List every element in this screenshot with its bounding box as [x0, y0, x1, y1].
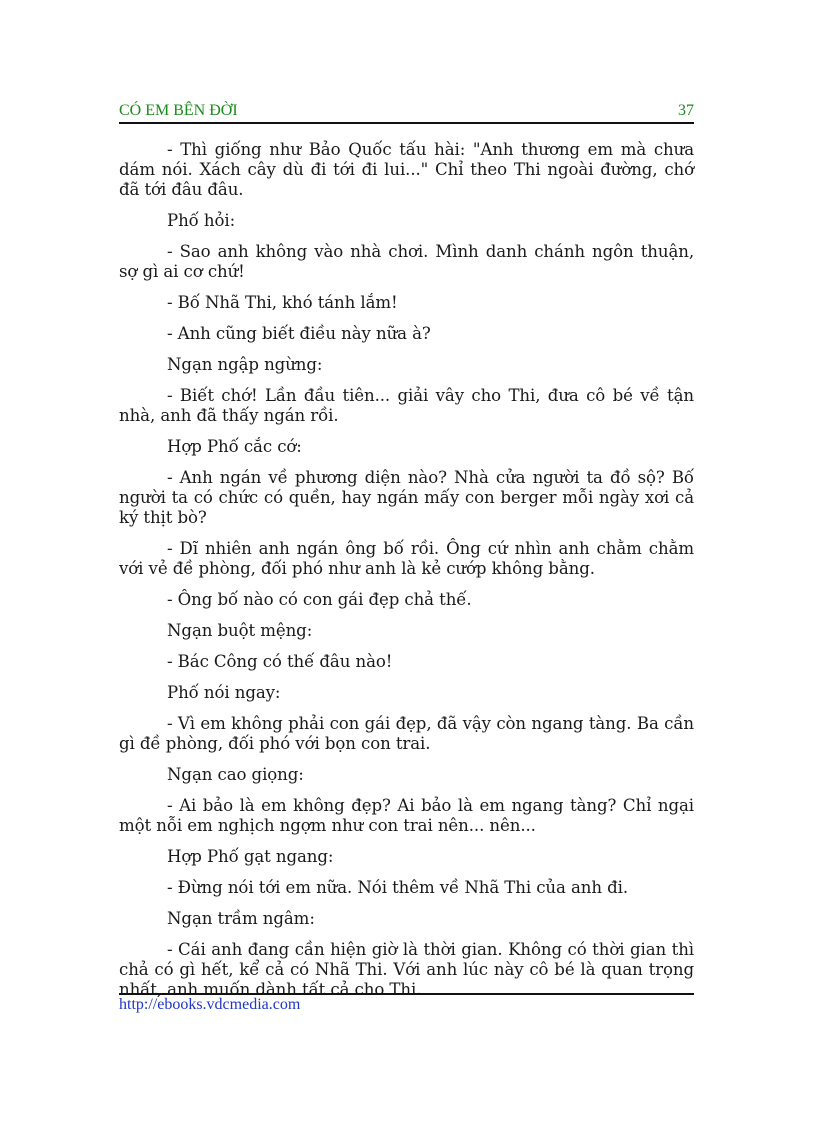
footer-divider: [119, 993, 694, 995]
paragraph: - Anh ngán về phương diện nào? Nhà cửa người ta đồ sộ? Bố người ta có chức có quền, hay ngán mấy con berger mỗi ngày xơi cả ký thịt bò?: [119, 468, 694, 527]
paragraph: - Anh cũng biết điều này nữa à?: [167, 324, 431, 343]
footer-link[interactable]: http://ebooks.vdcmedia.com: [119, 996, 301, 1013]
book-title: CÓ EM BÊN ĐỜI: [119, 102, 238, 119]
page-body: [119, 140, 694, 1011]
paragraph: - Biết chớ! Lần đầu tiên... giải vây cho Thi, đưa cô bé về tận nhà, anh đã thấy ngán rồi.: [119, 386, 694, 425]
paragraph: Ngạn buột mệng:: [167, 621, 313, 640]
paragraph: - Cái anh đang cần hiện giờ là thời gian. Không có thời gian thì chả có gì hết, kể cả có Nhã Thi. Với anh lúc này cô bé là quan trọng nhất, anh muốn dành tất cả cho Thi.: [119, 940, 694, 999]
paragraph: Hợp Phố cắc cớ:: [167, 437, 302, 456]
paragraph: - Ai bảo là em không đẹp? Ai bảo là em ngang tàng? Chỉ ngại một nỗi em nghịch ngợm như con trai nên... nên...: [119, 796, 694, 835]
paragraph: - Sao anh không vào nhà chơi. Mình danh chánh ngôn thuận, sợ gì ai cơ chứ!: [119, 242, 694, 281]
paragraph: Phố hỏi:: [167, 211, 236, 230]
paragraph: - Thì giống như Bảo Quốc tấu hài: "Anh thương em mà chưa dám nói. Xách cây dù đi tới đi lui..." Chỉ theo Thi ngoài đường, chớ đã tới đâu đâu.: [119, 140, 694, 199]
paragraph: - Bác Công có thế đâu nào!: [167, 652, 393, 671]
paragraph: - Vì em không phải con gái đẹp, đã vậy còn ngang tàng. Ba cần gì đề phòng, đối phó với bọn con trai.: [119, 714, 694, 753]
paragraph: Ngạn ngập ngừng:: [167, 355, 323, 374]
page-number: 37: [678, 102, 694, 119]
paragraph: Ngạn cao giọng:: [167, 765, 304, 784]
page-header: [119, 102, 694, 124]
paragraph: - Bố Nhã Thi, khó tánh lắm!: [167, 293, 398, 312]
paragraph: - Ông bố nào có con gái đẹp chả thế.: [167, 590, 472, 609]
paragraph: Hợp Phố gạt ngang:: [167, 847, 334, 866]
paragraph: Ngạn trầm ngâm:: [167, 909, 315, 928]
paragraph: - Dĩ nhiên anh ngán ông bố rồi. Ông cứ nhìn anh chằm chằm với vẻ đề phòng, đối phó như anh là kẻ cướp không bằng.: [119, 539, 694, 578]
paragraph: - Đừng nói tới em nữa. Nói thêm về Nhã Thi của anh đi.: [167, 878, 629, 897]
paragraph: Phố nói ngay:: [167, 683, 281, 702]
